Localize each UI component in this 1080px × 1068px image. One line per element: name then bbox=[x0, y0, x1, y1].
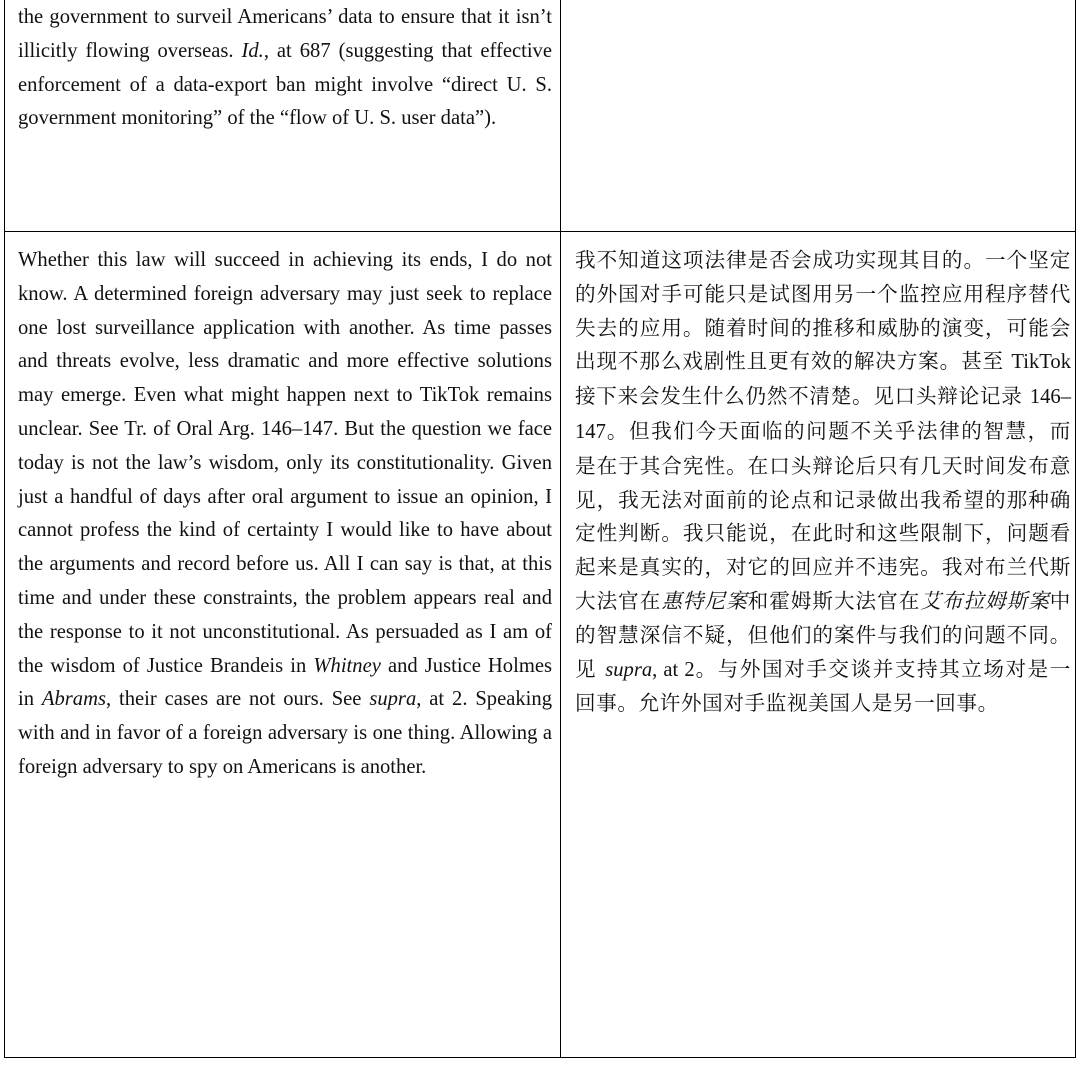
english-cell bbox=[5, 0, 561, 231]
english-paragraph bbox=[18, 244, 552, 785]
english-text: , at 2. Speaking with and in favor of a foreign adversary is one thing. Allowing a foreign adversary to spy on Americans is another. bbox=[18, 688, 553, 778]
chinese-text-pages: 146–147 bbox=[575, 386, 1071, 443]
chinese-text-latin: TikTok bbox=[1011, 351, 1071, 374]
english-text: the government to surveil Americans’ data to ensure that it isn’t illicitly flowing overseas. bbox=[18, 6, 552, 62]
chinese-text: 。与外国对手交谈并支持其立场对是一回事。允许外国对手监视美国人是另一回事。 bbox=[575, 656, 1071, 716]
bilingual-table bbox=[4, 0, 1076, 1058]
chinese-text: 。但我们今天面临的问题不关乎法律的智慧，而是在于其合宪性。在口头辩论后只有几天时间发布意见，我无法对面前的论点和记录做出我希望的那种确定性判断。我只能说，在此时和这些限制下，问题看起来是真实的，对它的回应并不违宪。我对布兰代斯大法官在 bbox=[575, 418, 1071, 613]
chinese-cell bbox=[561, 232, 1075, 1057]
chinese-text: 我不知道这项法律是否会成功实现其目的。一个坚定的外国对手可能只是试图用另一个监控应用程序替代失去的应用。随着时间的推移和威胁的演变，可能会出现不那么戏剧性且更有效的解决方案。甚至 bbox=[575, 248, 1071, 374]
chinese-cell-empty bbox=[561, 0, 1075, 231]
case-name-whitney-zh: 惠特尼案 bbox=[661, 588, 748, 613]
citation-supra-zh: supra bbox=[605, 658, 653, 681]
citation-id: Id. bbox=[241, 39, 264, 62]
table-row bbox=[5, 232, 1075, 1057]
chinese-text: 接下来会发生什么仍然不清楚。见口头辩论记录 bbox=[575, 384, 1030, 409]
case-name-abrams: Abrams bbox=[41, 688, 106, 711]
chinese-text: 中的智慧深信不疑，但他们的案件与我们的问题不同。见 bbox=[575, 588, 1071, 681]
english-text: , at 687 (suggesting that effective enforcement of a data-export ban might involve “direct U. S. government monitoring” of the “flow of U. S. user data”). bbox=[18, 39, 552, 130]
case-name-whitney: Whitney bbox=[313, 654, 381, 677]
english-text: , their cases are not ours. See bbox=[105, 688, 370, 711]
chinese-paragraph bbox=[575, 244, 1071, 721]
chinese-text-latin: , at 2 bbox=[652, 658, 695, 681]
citation-supra: supra bbox=[369, 688, 417, 711]
case-name-abrams-zh: 艾布拉姆斯案 bbox=[920, 588, 1050, 613]
english-text: Whether this law will succeed in achieving its ends, I do not know. A determined foreign adversary may just seek to replace one lost surveillance application with another. As time passes and threats evolve, less dramatic and more effective solutions may emerge. Even what might happen next to TikTok remains unclear. See Tr. of Oral Arg. 146–147. But the question we face today is not the law’s wisdom, only its constitutionality. Given just a handful of days after oral argument to issue an opinion, I cannot profess the kind of certainty I would like to have about the arguments and record before us. All I can say is that, at this time and under these constraints, the problem appears real and the response to it not unconstitutional. As persuaded as I am of the wisdom of Justice Brandeis in bbox=[18, 249, 552, 677]
english-cell bbox=[5, 232, 561, 1057]
table-row bbox=[5, 0, 1075, 232]
english-paragraph bbox=[18, 1, 552, 136]
chinese-text: 和霍姆斯大法官在 bbox=[747, 588, 921, 613]
english-text: and Justice Holmes in bbox=[18, 654, 552, 711]
